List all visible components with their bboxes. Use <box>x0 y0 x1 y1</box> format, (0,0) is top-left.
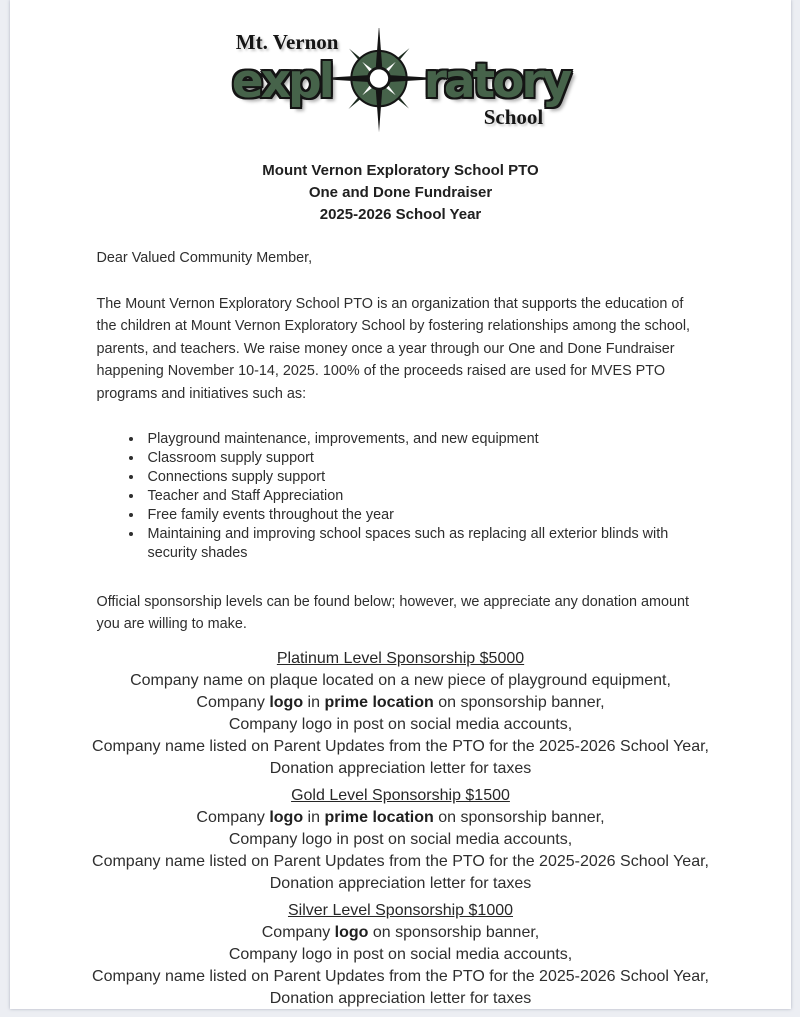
initiatives-list <box>97 430 705 563</box>
benefit-text: in <box>303 808 325 826</box>
school-logo <box>232 30 569 132</box>
benefit-text: on sponsorship banner, <box>433 808 605 826</box>
benefit-text: Company logo in post on social media accounts, <box>228 945 573 963</box>
benefit-text: Company name listed on Parent Updates from the PTO for the 2025-2026 School Year, <box>92 852 709 870</box>
benefit-text-bold: logo <box>269 693 304 711</box>
benefit-text: on sponsorship banner, <box>368 923 540 941</box>
sponsorship-benefit <box>10 670 791 692</box>
sponsorship-benefit <box>10 966 791 988</box>
sponsorship-benefit <box>10 873 791 895</box>
benefit-text: Company <box>261 923 335 941</box>
letter-body <box>97 247 705 636</box>
initiative-item: • Playground maintenance, improvements, and new equipment <box>144 430 705 449</box>
initiative-item: • Maintaining and improving school spaces such as replacing all exterior blinds with security shades <box>144 525 705 563</box>
benefit-text: Company name listed on Parent Updates from the PTO for the 2025-2026 School Year, <box>92 967 709 985</box>
sponsorship-title: Gold Level Sponsorship $1500 <box>291 786 510 804</box>
sponsorship-benefit <box>10 714 791 736</box>
sponsorship-section <box>10 648 791 780</box>
logo-word-left: expl <box>231 53 332 109</box>
initiative-item: • Connections supply support <box>144 468 705 487</box>
sponsorship-note: Official sponsorship levels can be found below; however, we appreciate any donation amount you are willing to make. <box>96 594 690 633</box>
sponsorship-benefit <box>10 692 791 714</box>
benefit-text: Company logo in post on social media accounts, <box>228 830 573 848</box>
benefit-text: Donation appreciation letter for taxes <box>269 989 532 1007</box>
logo-school-text: School <box>483 105 544 129</box>
initiative-item: • Classroom supply support <box>144 449 705 468</box>
initiative-item: • Free family events throughout the year <box>144 506 705 525</box>
sponsorship-benefit <box>10 944 791 966</box>
sponsorship-title: Platinum Level Sponsorship $5000 <box>276 649 525 667</box>
benefit-text: Company logo in post on social media accounts, <box>228 715 573 733</box>
salutation: Dear Valued Community Member, <box>96 250 313 266</box>
benefit-text: Company <box>196 693 270 711</box>
benefit-text: Donation appreciation letter for taxes <box>269 874 532 892</box>
document-page <box>10 0 791 1009</box>
benefit-text-bold: logo <box>334 923 369 941</box>
sponsorship-benefit <box>10 922 791 944</box>
benefit-text: on sponsorship banner, <box>433 693 605 711</box>
benefit-text: Company <box>196 808 270 826</box>
sponsorship-benefit <box>10 736 791 758</box>
initiative-item: • Teacher and Staff Appreciation <box>144 487 705 506</box>
letter-title-line: Mount Vernon Exploratory School PTO <box>262 162 539 179</box>
sponsorship-benefit <box>10 758 791 780</box>
logo-mt-vernon-text: Mt. Vernon <box>235 30 339 54</box>
benefit-text: Company name listed on Parent Updates from the PTO for the 2025-2026 School Year, <box>92 737 709 755</box>
benefit-text-bold: prime location <box>324 808 434 826</box>
logo-word-right: ratory <box>423 53 570 109</box>
benefit-text: Company name on plaque located on a new piece of playground equipment, <box>130 671 671 689</box>
letter-title-line: One and Done Fundraiser <box>308 184 493 201</box>
sponsorship-title: Silver Level Sponsorship $1000 <box>287 901 514 919</box>
benefit-text-bold: prime location <box>324 693 434 711</box>
intro-paragraph: The Mount Vernon Exploratory School PTO is an organization that supports the education of the children at Mount Vernon Exploratory School by fostering relationships among the school, parents, and teachers. We raise money once a year through our One and Done Fundraiser happening November 10-14, 2025. 100% of the proceeds raised are used for MVES PTO programs and initiatives such as: <box>96 296 691 402</box>
letter-title-line: 2025-2026 School Year <box>319 206 482 223</box>
benefit-text: in <box>303 693 325 711</box>
sponsorship-section <box>10 900 791 1009</box>
sponsorship-levels <box>10 648 791 1009</box>
sponsorship-benefit <box>10 988 791 1009</box>
benefit-text-bold: logo <box>269 808 304 826</box>
sponsorship-benefit <box>10 829 791 851</box>
sponsorship-section <box>10 785 791 895</box>
letter-title <box>10 160 791 226</box>
sponsorship-benefit <box>10 807 791 829</box>
sponsorship-benefit <box>10 851 791 873</box>
benefit-text: Donation appreciation letter for taxes <box>269 759 532 777</box>
